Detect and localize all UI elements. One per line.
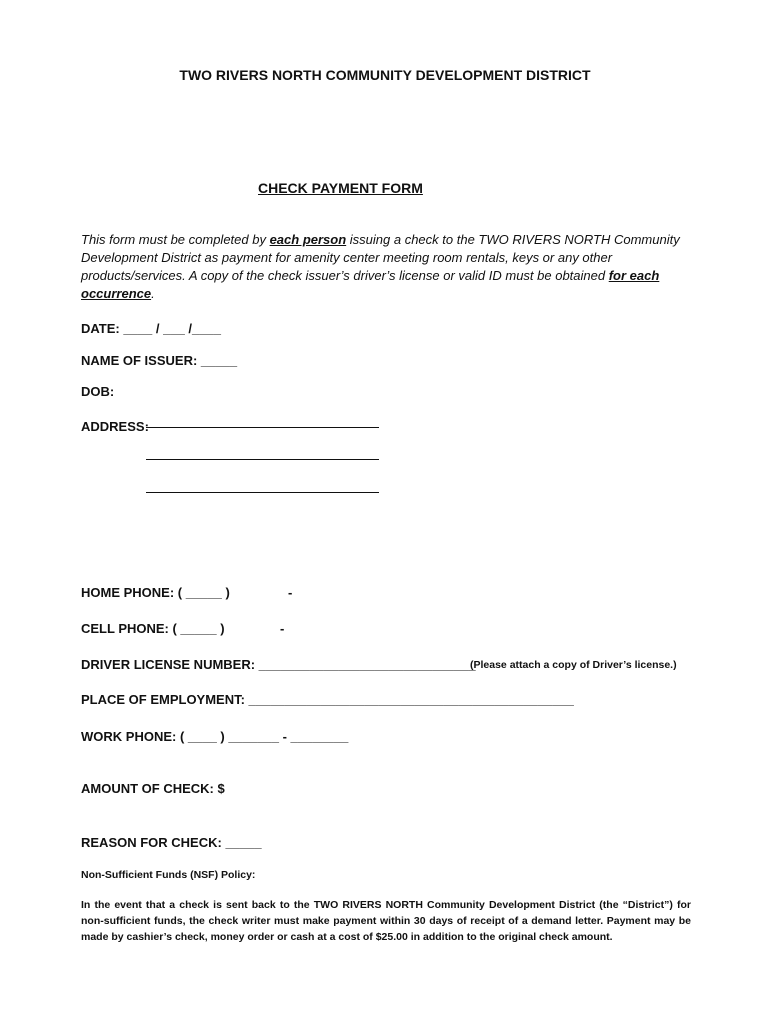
driver-license-field[interactable]: DRIVER LICENSE NUMBER: ______________________________: [81, 657, 476, 672]
intro-paragraph: [81, 231, 681, 303]
address-label: ADDRESS:: [81, 419, 149, 434]
intro-text-2: issuing a check to the TWO RIVERS NORTH Community Development District as payment for amenity center meeting room rentals, keys or any other products/services. A copy of the check issuer’s driver’s license or valid ID must be obtained: [81, 232, 680, 283]
place-of-employment-field[interactable]: PLACE OF EMPLOYMENT: _____________________________________________: [81, 692, 574, 707]
cell-phone-field[interactable]: CELL PHONE: ( _____ ): [81, 621, 225, 636]
district-title: TWO RIVERS NORTH COMMUNITY DEVELOPMENT DISTRICT: [179, 67, 591, 83]
nsf-policy-body: In the event that a check is sent back to the TWO RIVERS NORTH Community Development District (the “District”) for non-sufficient funds, the check writer must make payment within 30 days of receipt of a demand letter. Payment may be made by cashier’s check, money order or cash at a cost of $25.00 in addition to the original check amount.: [81, 899, 691, 943]
driver-license-note: (Please attach a copy of Driver’s license.): [470, 659, 677, 671]
cell-phone-dash: -: [280, 621, 285, 636]
reason-for-check-field[interactable]: REASON FOR CHECK: _____: [81, 835, 262, 850]
name-of-issuer-field[interactable]: NAME OF ISSUER: _____: [81, 353, 238, 368]
address-line-1[interactable]: [146, 427, 379, 428]
intro-text-3: .: [151, 286, 155, 301]
address-line-3[interactable]: [146, 492, 379, 493]
home-phone-field[interactable]: HOME PHONE: ( _____ ): [81, 585, 230, 600]
dob-field[interactable]: DOB:: [81, 384, 115, 399]
amount-of-check-field[interactable]: AMOUNT OF CHECK: $: [81, 781, 225, 796]
intro-emphasis-each-person: each person: [269, 232, 347, 247]
form-title: CHECK PAYMENT FORM: [258, 180, 423, 196]
home-phone-dash: -: [288, 585, 293, 600]
address-line-2[interactable]: [146, 459, 379, 460]
date-field[interactable]: DATE: ____ / ___ /____: [81, 321, 221, 336]
intro-text-1: This form must be completed by: [81, 232, 270, 247]
work-phone-field[interactable]: WORK PHONE: ( ____ ) _______ - ________: [81, 729, 349, 744]
nsf-policy-heading: Non-Sufficient Funds (NSF) Policy:: [81, 869, 256, 881]
intro-emphasis-each-occurrence: for each occurrence: [81, 268, 660, 301]
